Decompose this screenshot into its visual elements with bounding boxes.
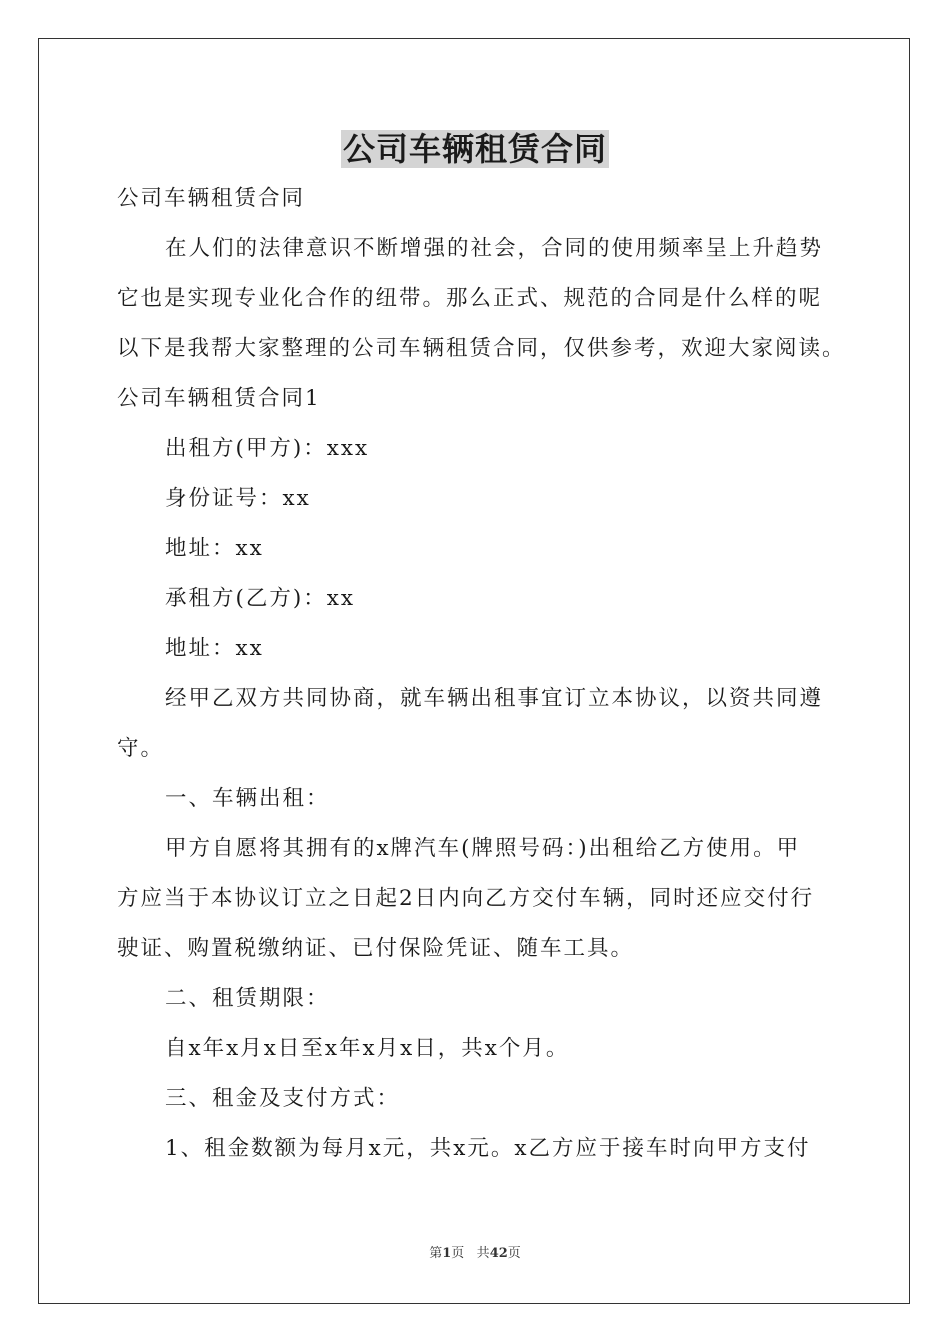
id-number-line: 身份证号：xx <box>165 486 311 511</box>
document-title-text: 公司车辆租赁合同 <box>342 130 607 168</box>
paragraph-line: 甲方自愿将其拥有的x牌汽车(牌照号码：)出租给乙方使用。甲 <box>165 836 801 861</box>
paragraph-line: 方应当于本协议订立之日起2日内向乙方交付车辆，同时还应交付行 <box>117 886 815 911</box>
address-line: 地址：xx <box>165 536 264 561</box>
footer-total-prefix: 共 <box>476 1246 490 1261</box>
footer-total-pages: 42 <box>489 1246 508 1261</box>
subtitle-line: 公司车辆租赁合同 <box>117 186 306 211</box>
address-line: 地址：xx <box>165 636 264 661</box>
footer-page-number: 1 <box>442 1246 452 1261</box>
lessor-line: 出租方(甲方)：xxx <box>165 436 370 461</box>
paragraph-line: 经甲乙双方共同协商，就车辆出租事宜订立本协议，以资共同遵 <box>165 686 824 711</box>
section-heading: 公司车辆租赁合同1 <box>117 386 321 411</box>
paragraph-line: 驶证、购置税缴纳证、已付保险凭证、随车工具。 <box>117 936 635 961</box>
paragraph-line: 1、租金数额为每月x元，共x元。x乙方应于接车时向甲方支付 <box>165 1136 811 1161</box>
page-footer <box>0 1244 950 1264</box>
paragraph-line: 它也是实现专业化合作的纽带。那么正式、规范的合同是什么样的呢 <box>117 286 823 311</box>
clause-heading: 一、车辆出租： <box>165 786 330 811</box>
page-border <box>38 38 910 1304</box>
clause-heading: 三、租金及支付方式： <box>165 1086 401 1111</box>
paragraph-line: 自x年x月x日至x年x月x日，共x个月。 <box>165 1036 570 1061</box>
paragraph-line: 守。 <box>117 736 165 761</box>
footer-total-suffix: 页 <box>507 1246 521 1261</box>
paragraph-line: 以下是我帮大家整理的公司车辆租赁合同，仅供参考，欢迎大家阅读。 <box>117 336 846 361</box>
footer-page-prefix: 第 <box>429 1246 443 1261</box>
lessee-line: 承租方(乙方)：xx <box>165 586 356 611</box>
paragraph-line: 在人们的法律意识不断增强的社会，合同的使用频率呈上升趋势 <box>165 236 824 261</box>
clause-heading: 二、租赁期限： <box>165 986 330 1011</box>
footer-page-suffix: 页 <box>451 1246 465 1261</box>
document-title <box>0 124 950 174</box>
